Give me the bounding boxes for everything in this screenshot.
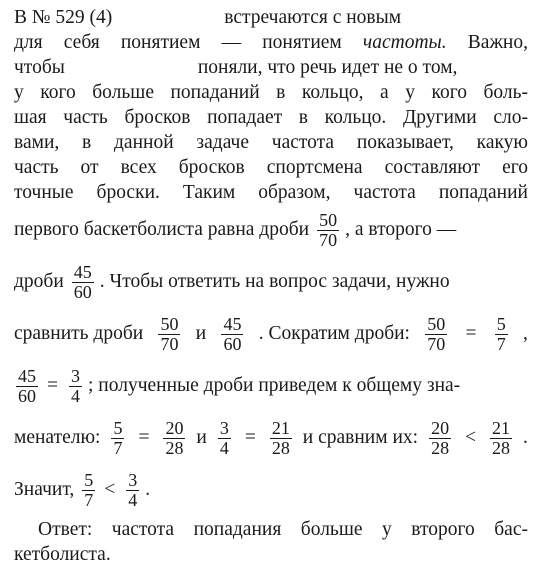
line-14-period: . bbox=[145, 479, 151, 500]
fraction-5-7: $\frac{5}{7}$ bbox=[496, 313, 506, 354]
line-13-and: и bbox=[196, 427, 207, 448]
line-12-text: ; полученные дроби приведем к общему зна- bbox=[88, 375, 461, 396]
less-than-sign: < bbox=[104, 479, 116, 500]
line-6: вами, в данной задаче частота показывает, какую bbox=[14, 132, 528, 153]
equals-sign: = bbox=[47, 375, 58, 396]
line-14-text: Значит, bbox=[14, 479, 75, 500]
answer-line-1: Ответ: частота попадания больше у второго бас- bbox=[38, 519, 528, 540]
line-9 bbox=[14, 206, 528, 254]
line-11-and: и bbox=[195, 323, 207, 344]
line-14 bbox=[14, 466, 528, 514]
line-5: шая часть бросков попадает в кольцо. Другими сло- bbox=[14, 107, 528, 128]
fraction-21-28: $\frac{21}{28}$ bbox=[492, 417, 511, 458]
fraction-3-4: $\frac{3}{4}$ bbox=[71, 365, 80, 406]
line-2-text-a: для себя понятием — понятием bbox=[14, 32, 363, 53]
fraction-21-28: $\frac{21}{28}$ bbox=[271, 417, 290, 458]
fraction-45-60: $\frac{45}{60}$ bbox=[73, 261, 92, 302]
fraction-5-7: $\frac{5}{7}$ bbox=[113, 417, 123, 458]
fraction-3-4: $\frac{3}{4}$ bbox=[128, 469, 138, 510]
line-2-text-b: Важно, bbox=[446, 32, 528, 53]
line-12 bbox=[14, 362, 528, 410]
equals-sign: = bbox=[244, 427, 256, 448]
line-8: точные броски. Таким образом, частота попаданий bbox=[14, 182, 528, 203]
answer-line-2: кетболиста. bbox=[14, 544, 111, 565]
line-1 bbox=[14, 6, 528, 30]
line-9-text-b: , а второго — bbox=[345, 219, 457, 240]
equals-sign: = bbox=[138, 427, 150, 448]
line-13-period: . bbox=[523, 427, 528, 448]
line-3-text-a: чтобы bbox=[14, 57, 65, 78]
fraction-50-70: $\frac{50}{70}$ bbox=[319, 209, 338, 250]
fraction-50-70: $\frac{50}{70}$ bbox=[160, 313, 179, 354]
fraction-20-28: $\frac{20}{28}$ bbox=[165, 417, 184, 458]
line-3 bbox=[14, 56, 528, 80]
line-9-text-a: первого баскетболиста равна дроби bbox=[14, 219, 310, 240]
line-2 bbox=[14, 31, 528, 55]
line-11 bbox=[14, 310, 528, 358]
line-7: часть от всех бросков спортсмена составляют его bbox=[14, 157, 528, 178]
term-frequency: частоты. bbox=[362, 32, 447, 53]
line-13-text-a: менателю: bbox=[14, 427, 101, 448]
line-10 bbox=[14, 258, 528, 306]
line-1-text: встречаются с новым bbox=[224, 7, 402, 28]
fraction-20-28: $\frac{20}{28}$ bbox=[431, 417, 450, 458]
line-11-text-b: . Сократим дроби: bbox=[258, 323, 410, 344]
problem-number: В № 529 (4) bbox=[14, 7, 113, 28]
less-than-sign: < bbox=[465, 427, 477, 448]
fraction-3-4: $\frac{3}{4}$ bbox=[219, 417, 229, 458]
line-3-text-b: поняли, что речь идет не о том, bbox=[197, 57, 458, 78]
line-13 bbox=[14, 414, 528, 462]
equals-sign: = bbox=[465, 323, 477, 344]
fraction-5-7: $\frac{5}{7}$ bbox=[84, 469, 94, 510]
line-11-text-a: сравнить дроби bbox=[14, 323, 144, 344]
fraction-50-70: $\frac{50}{70}$ bbox=[427, 313, 446, 354]
line-10-text-a: дроби bbox=[14, 271, 64, 292]
line-13-text-b: и сравним их: bbox=[302, 427, 419, 448]
line-11-comma: , bbox=[523, 323, 528, 344]
line-10-text-b: . Чтобы ответить на вопрос задачи, нужно bbox=[99, 271, 450, 292]
fraction-45-60: $\frac{45}{60}$ bbox=[223, 313, 242, 354]
line-4: у кого больше попаданий в кольцо, а у кого боль- bbox=[14, 82, 528, 103]
fraction-45-60: $\frac{45}{60}$ bbox=[18, 365, 36, 406]
